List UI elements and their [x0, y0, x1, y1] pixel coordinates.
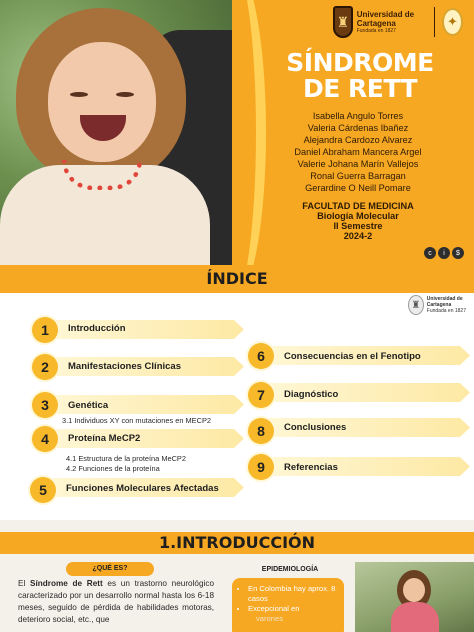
child-photo [355, 562, 474, 632]
index-item-genetica[interactable]: Genética [68, 400, 109, 411]
author-name: Alejandra Cardozo Alvarez [303, 135, 413, 145]
title-line: SÍNDROME [286, 48, 434, 77]
index-number: 2 [32, 354, 58, 380]
university-text [357, 10, 427, 34]
index-subitem[interactable]: 4.2 Funciones de la proteína [66, 464, 160, 473]
cover-title [280, 50, 440, 102]
index-item-conclusiones[interactable]: Conclusiones [284, 422, 347, 433]
by-icon: i [438, 247, 450, 259]
faculty-line: 2024-2 [343, 231, 373, 241]
intro-slide [0, 520, 474, 632]
crest-icon: ♜ [333, 6, 353, 38]
index-number: 4 [32, 426, 58, 452]
index-number: 3 [32, 392, 58, 418]
faculty-line: II Semestre [333, 221, 383, 231]
intro-title: 1.INTRODUCCIÓN [158, 533, 316, 552]
university-name: Universidad de Cartagena [356, 10, 415, 28]
author-name: Gerardine O Neill Pomare [305, 183, 411, 193]
index-header [0, 265, 474, 293]
index-number: 6 [248, 343, 274, 369]
university-logo [333, 4, 463, 40]
index-item-manifestaciones[interactable]: Manifestaciones Clínicas [68, 361, 181, 372]
authors-list [248, 110, 468, 194]
author-name: Isabella Angulo Torres [312, 111, 404, 121]
index-number: 7 [248, 382, 274, 408]
epi-highlight: varones [256, 614, 284, 623]
intro-text-rest: es un trastorno neurológico caracterizado por un desarrollo normal hasta los 6-18 meses, seguido de pérdida de habilidades motoras, deterioro social, etc., que [18, 579, 214, 624]
index-number: 9 [248, 454, 274, 480]
author-name: Valerie Johana Marín Vallejos [297, 159, 419, 169]
index-subitem[interactable]: 3.1 Individuos XY con mutaciones en MECP2 [62, 416, 211, 425]
university-motto: Fundada en 1827 [356, 28, 396, 34]
epi-item: • En Colombia hay aprox. 8 casos [248, 584, 336, 604]
intro-paragraph [18, 578, 214, 626]
epidemiology-label: EPIDEMIOLOGÍA [261, 566, 319, 573]
index-number: 5 [30, 477, 56, 503]
seal-icon: ✦ [442, 8, 463, 36]
index-item-referencias[interactable]: Referencias [284, 462, 338, 473]
author-name: Valeria Cárdenas Ibañez [307, 123, 409, 133]
index-title: ÍNDICE [206, 269, 268, 288]
eye-shape [70, 92, 88, 97]
title-line: DE RETT [302, 74, 418, 103]
intro-header [0, 532, 474, 554]
intro-text-bold: Síndrome de Rett [30, 579, 103, 588]
index-number: 8 [248, 418, 274, 444]
logo-text: Universidad de Cartagena [426, 296, 463, 308]
license-badges [424, 247, 464, 259]
index-item-consecuencias[interactable]: Consecuencias en el Fenotipo [284, 351, 421, 362]
index-number: 1 [32, 317, 58, 343]
author-name: Ronal Guerra Barragan [310, 171, 406, 181]
faculty-line: FACULTAD DE MEDICINA [302, 201, 414, 211]
epi-item: • Excepcional en [248, 604, 336, 614]
logo-divider [434, 7, 435, 37]
author-name: Daniel Abraham Mancera Argel [294, 147, 422, 157]
divider [0, 293, 474, 295]
cover-slide [0, 0, 474, 265]
face-shape [403, 578, 425, 602]
intro-text-prefix: El [18, 579, 31, 588]
index-item-proteina[interactable]: Proteína MeCP2 [68, 433, 141, 444]
what-is-pill: ¿QUÉ ES? [66, 562, 154, 576]
index-slide [0, 265, 474, 520]
index-item-introduccion[interactable]: Introducción [68, 323, 126, 334]
logo-sub: Fundada en 1827 [426, 308, 466, 314]
index-subitem[interactable]: 4.1 Estructura de la proteína MeCP2 [66, 454, 186, 463]
nc-icon: $ [452, 247, 464, 259]
faculty-line: Biología Molecular [317, 211, 399, 221]
face-shape [48, 42, 156, 162]
epidemiology-box [232, 578, 344, 632]
faculty-block [278, 201, 438, 241]
eye-shape [116, 92, 134, 97]
index-logo [408, 295, 474, 315]
index-item-diagnostico[interactable]: Diagnóstico [284, 389, 339, 400]
index-item-funciones[interactable]: Funciones Moleculares Afectadas [66, 483, 219, 494]
crest-icon: ♜ [408, 295, 424, 315]
shirt-shape [391, 602, 439, 632]
cc-icon: c [424, 247, 436, 259]
